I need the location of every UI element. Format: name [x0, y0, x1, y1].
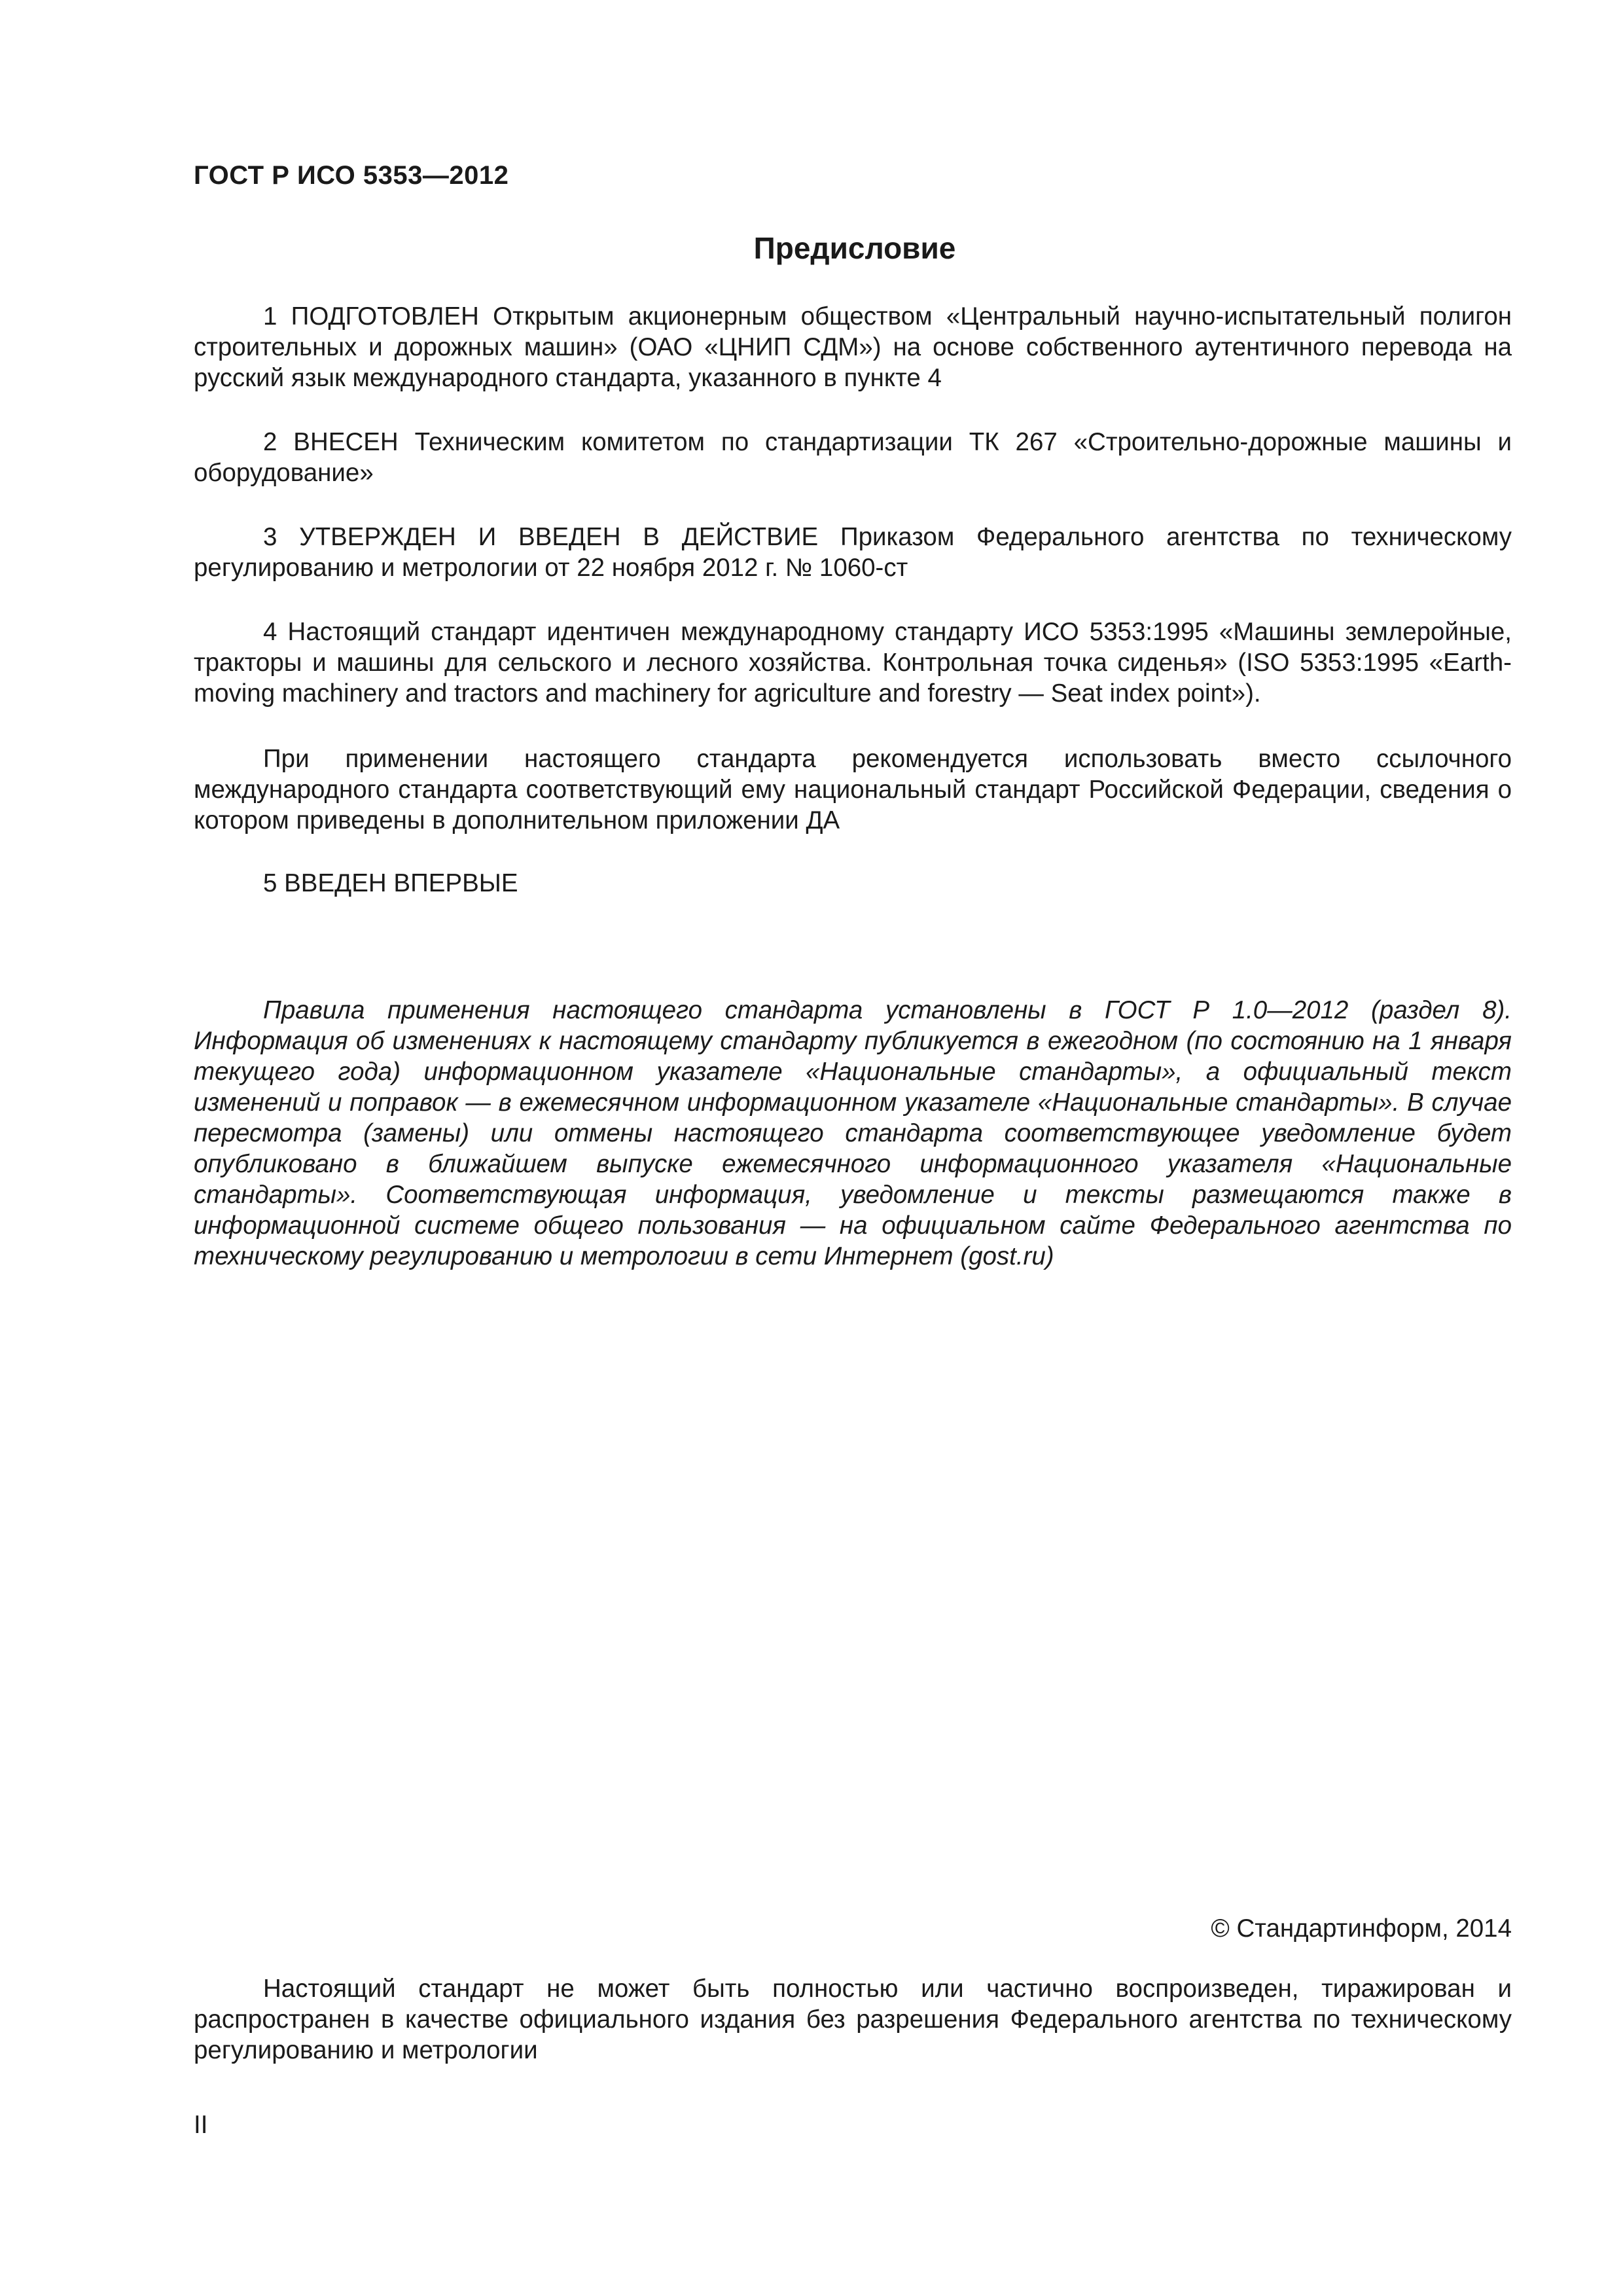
foreword-item-3: 3 УТВЕРЖДЕН И ВВЕДЕН В ДЕЙСТВИЕ Приказом Федерального агентства по техническому регулированию и метрологии от 22 ноября 2012 г. № 1060-ст [194, 523, 1512, 582]
application-rules-notice: Правила применения настоящего стандарта установлены в ГОСТ Р 1.0—2012 (раздел 8). Информация об изменениях к настоящему стандарту публикуется в ежегодном (по состоянию на 1 января текущего года) информационном указателе «Национальные стандарты», а официальный текст изменений и поправок — в ежемесячном информационном указателе «Национальные стандарты». В случае пересмотра (замены) или отмены настоящего стандарта соответствующее уведомление будет опубликовано в ближайшем выпуске ежемесячного информационного указателя «Национальные стандарты». Соответствующая информация, уведомление и тексты размещаются также в информационной системе общего пользования — на официальном сайте Федерального агентства по техническому регулированию и метрологии в сети Интернет (gost.ru) [194, 996, 1512, 1270]
page-number: II [194, 2111, 208, 2139]
copyright-line: © Стандартинформ, 2014 [1211, 1914, 1512, 1943]
foreword-item-5: 5 ВВЕДЕН ВПЕРВЫЕ [263, 869, 518, 897]
reproduction-notice: Настоящий стандарт не может быть полностью или частично воспроизведен, тиражирован и распространен в качестве официального издания без разрешения Федерального агентства по техническому регулированию и метрологии [194, 1975, 1512, 2064]
foreword-item-4-note: При применении настоящего стандарта рекомендуется использовать вместо ссылочного международного стандарта соответствующий ему национальный стандарт Российской Федерации, сведения о котором приведены в дополнительном приложении ДА [194, 745, 1512, 834]
foreword-item-1: 1 ПОДГОТОВЛЕН Открытым акционерным обществом «Центральный научно-испытательный полигон строительных и дорожных машин» (ОАО «ЦНИП СДМ») на основе собственного аутентичного перевода на русский язык международного стандарта, указанного в пункте 4 [194, 302, 1512, 392]
foreword-item-2: 2 ВНЕСЕН Техническим комитетом по стандартизации ТК 267 «Строительно-дорожные машины и оборудование» [194, 428, 1512, 487]
page-title: Предисловие [753, 231, 956, 265]
foreword-item-4: 4 Настоящий стандарт идентичен международному стандарту ИСО 5353:1995 «Машины землеройные, тракторы и машины для сельского и лесного хозяйства. Контрольная точка сиденья» (ISO 5353:1995 «Earth-moving machinery and tractors and machinery for agriculture and forestry — Seat index point»). [194, 618, 1512, 708]
document-code: ГОСТ Р ИСО 5353—2012 [194, 161, 509, 190]
